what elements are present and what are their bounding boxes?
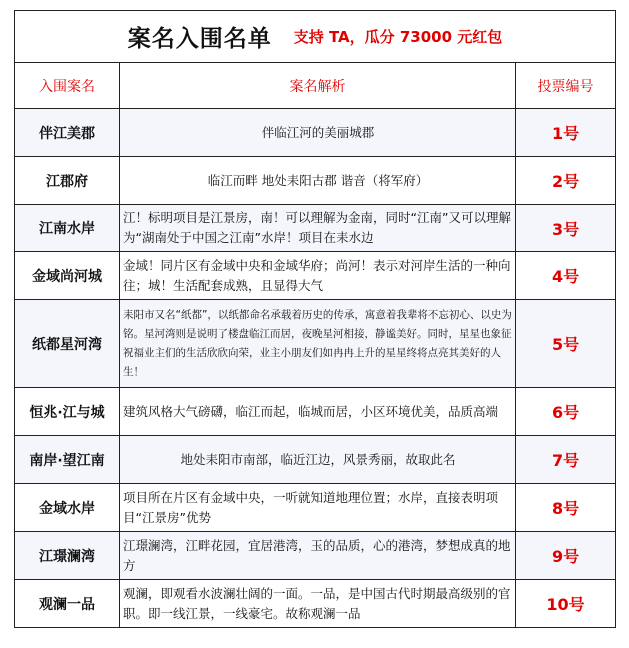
table-row [15,205,616,252]
candidate-name: 纸都星河湾 [15,300,120,388]
candidate-name: 伴江美郡 [15,109,120,157]
candidate-name: 金域水岸 [15,484,120,532]
table-row [15,388,616,436]
vote-number: 7号 [516,436,616,484]
candidate-desc: 临江而畔 地处耒阳古郡 谐音（将军府） [120,157,516,205]
candidate-name: 江郡府 [15,157,120,205]
candidate-desc: 建筑风格大气磅礴，临江而起，临城而居，小区环境优美，品质高端 [120,388,516,436]
candidate-name: 江璟澜湾 [15,532,120,580]
candidate-desc: 耒阳市又名“纸都”，以纸都命名承载着历史的传承，寓意着我辈将不忘初心、以史为铭。星河湾则是说明了楼盘临江而居，夜晚星河相接，静谧美好。同时，星星也象征祝福业主们的生活欣欣向荣，业主小朋友们如冉冉上升的星星终将点亮其美好的人生！ [120,300,516,388]
page-subtitle: 支持 TA，瓜分 73000 元红包 [293,28,503,46]
title-row [15,11,616,63]
candidate-table [14,10,616,628]
candidate-name: 观澜一品 [15,580,120,628]
candidate-desc: 江璟澜湾，江畔花园，宜居港湾，玉的品质，心的港湾，梦想成真的地方 [120,532,516,580]
vote-number: 8号 [516,484,616,532]
vote-number: 1号 [516,109,616,157]
table-row [15,157,616,205]
candidate-desc: 金域！同片区有金域中央和金域华府；尚河！表示对河岸生活的一种向往；城！生活配套成熟，且显得大气 [120,252,516,300]
page-title: 案名入围名单 [127,26,272,52]
vote-number: 10号 [516,580,616,628]
column-header-num: 投票编号 [516,63,616,109]
table-row [15,484,616,532]
vote-number: 6号 [516,388,616,436]
candidate-desc: 地处耒阳市南部，临近江边，风景秀丽，故取此名 [120,436,516,484]
table-row [15,109,616,157]
candidate-name: 金域尚河城 [15,252,120,300]
table-row [15,436,616,484]
candidate-name: 江南水岸 [15,205,120,252]
candidate-name: 恒兆·江与城 [15,388,120,436]
candidate-desc: 观澜，即观看水波澜壮阔的一面。一品，是中国古代时期最高级别的官职。即一线江景，一线豪宅。故称观澜一品 [120,580,516,628]
vote-number: 4号 [516,252,616,300]
vote-number: 5号 [516,300,616,388]
table-row [15,252,616,300]
table-row [15,532,616,580]
table-row [15,300,616,388]
column-header-name: 入围案名 [15,63,120,109]
candidate-name: 南岸·望江南 [15,436,120,484]
vote-number: 9号 [516,532,616,580]
column-header-desc: 案名解析 [120,63,516,109]
candidate-desc: 江！标明项目是江景房，南！可以理解为金南，同时“江南”又可以理解为“湖南处于中国之江南”水岸！项目在耒水边 [120,205,516,252]
candidate-desc: 伴临江河的美丽城郡 [120,109,516,157]
vote-number: 2号 [516,157,616,205]
vote-number: 3号 [516,205,616,252]
candidate-desc: 项目所在片区有金域中央，一听就知道地理位置；水岸，直接表明项目“江景房”优势 [120,484,516,532]
table-row [15,580,616,628]
header-row [15,63,616,109]
title-cell [15,11,616,63]
